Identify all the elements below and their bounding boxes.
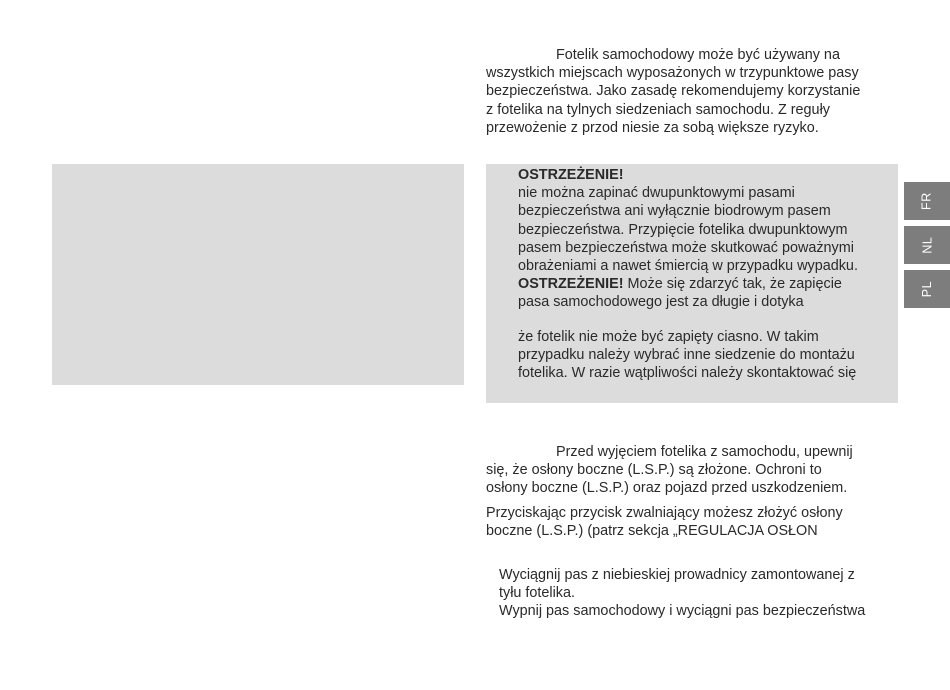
warning-line: pasa samochodowego jest za długie i dotyka (518, 294, 804, 311)
warning-line: bezpieczeństwa. Przypięcie fotelika dwupunktowym (518, 221, 848, 238)
intro-line: wszystkich miejscach wyposażonych w trzypunktowe pasy (486, 65, 859, 82)
intro-line: przewożenie z przod niesie za sobą większe ryzyko. (486, 119, 819, 136)
warning-line: bezpieczeństwa ani wyłącznie biodrowym pasem (518, 203, 831, 220)
tab-fr[interactable] (904, 182, 950, 220)
removal-line: Przyciskając przycisk zwalniający możesz złożyć osłony (486, 505, 843, 521)
warning-line: fotelika. W razie wątpliwości należy skontaktować się (518, 365, 857, 382)
warning-spacer (518, 312, 858, 328)
tab-label: FR (919, 192, 934, 210)
warning-line: nie można zapinać dwupunktowymi pasami (518, 185, 795, 202)
warning-line (518, 275, 858, 293)
step-line: tyłu fotelika. (499, 585, 575, 602)
tab-pl[interactable] (904, 270, 950, 308)
step-line: Wypnij pas samochodowy i wyciągni pas bezpieczeństwa (499, 603, 866, 620)
tab-nl[interactable] (904, 226, 950, 264)
warning-line: że fotelik nie może być zapięty ciasno. W takim (518, 328, 819, 345)
removal-paragraph-2 (486, 504, 843, 540)
warning-title-second: OSTRZEŻENIE! (518, 276, 624, 293)
intro-paragraph (486, 46, 860, 137)
warning-line-rest: Może się zdarzyć tak, że zapięcie (623, 276, 842, 293)
step-line: Wyciągnij pas z niebieskiej prowadnicy zamontowanej z (499, 567, 855, 583)
warning-line: obrażeniami a nawet śmiercią w przypadku wypadku. (518, 258, 858, 275)
warning-title: OSTRZEŻENIE! (518, 167, 624, 183)
warning-line: pasem bezpieczeństwa może skutkować poważnymi (518, 239, 854, 256)
intro-line: z fotelika na tylnych siedzeniach samochodu. Z reguły (486, 101, 830, 118)
removal-line: Przed wyjęciem fotelika z samochodu, upewnij (556, 444, 853, 460)
tab-label: PL (919, 280, 934, 298)
warning-text (518, 166, 858, 382)
removal-line: boczne (L.S.P.) (patrz sekcja „REGULACJA OSŁON (486, 523, 818, 540)
intro-line: Fotelik samochodowy może być używany na (556, 47, 840, 63)
removal-paragraph (486, 443, 853, 498)
tab-label: NL (919, 236, 934, 254)
removal-line: się, że osłony boczne (L.S.P.) są złożone. Ochroni to (486, 462, 822, 479)
intro-line: bezpieczeństwa. Jako zasadę rekomendujemy korzystanie (486, 83, 861, 100)
removal-line: osłony boczne (L.S.P.) oraz pojazd przed uszkodzeniem. (486, 480, 848, 497)
steps-list (499, 566, 865, 621)
image-placeholder (52, 164, 464, 385)
warning-line: przypadku należy wybrać inne siedzenie do montażu (518, 346, 855, 363)
